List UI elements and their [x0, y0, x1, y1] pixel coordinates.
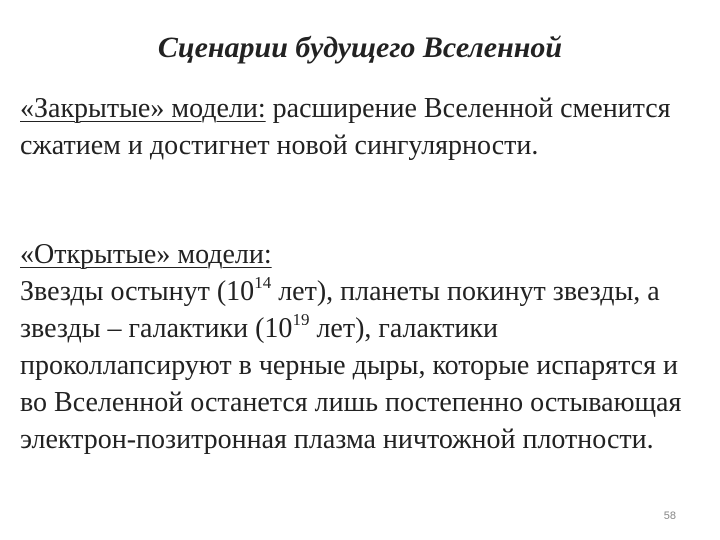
page-number: 58: [663, 510, 676, 522]
exponent-14: 14: [254, 272, 272, 292]
open-models-text-2: лет), планеты покинут звезды, а звезды – галактики (10: [20, 276, 660, 344]
closed-models-paragraph: [20, 90, 710, 164]
open-models-label: «Открытые» модели:: [20, 239, 272, 270]
open-models-paragraph: [20, 236, 710, 458]
closed-models-text: расширение Вселенной сменится сжатием и достигнет новой сингулярности.: [20, 93, 671, 161]
closed-models-label: «Закрытые» модели:: [20, 93, 266, 124]
slide-title: Сценарии будущего Вселенной: [157, 31, 563, 64]
open-models-text-3: лет), галактики проколлапсируют в черные дыры, которые испарятся и во Вселенной останется лишь постепенно остывающая электрон-позитронная плазма ничтожной плотности.: [20, 313, 682, 455]
exponent-19: 19: [292, 309, 310, 329]
open-models-text-1: Звезды остынут (10: [20, 276, 255, 307]
